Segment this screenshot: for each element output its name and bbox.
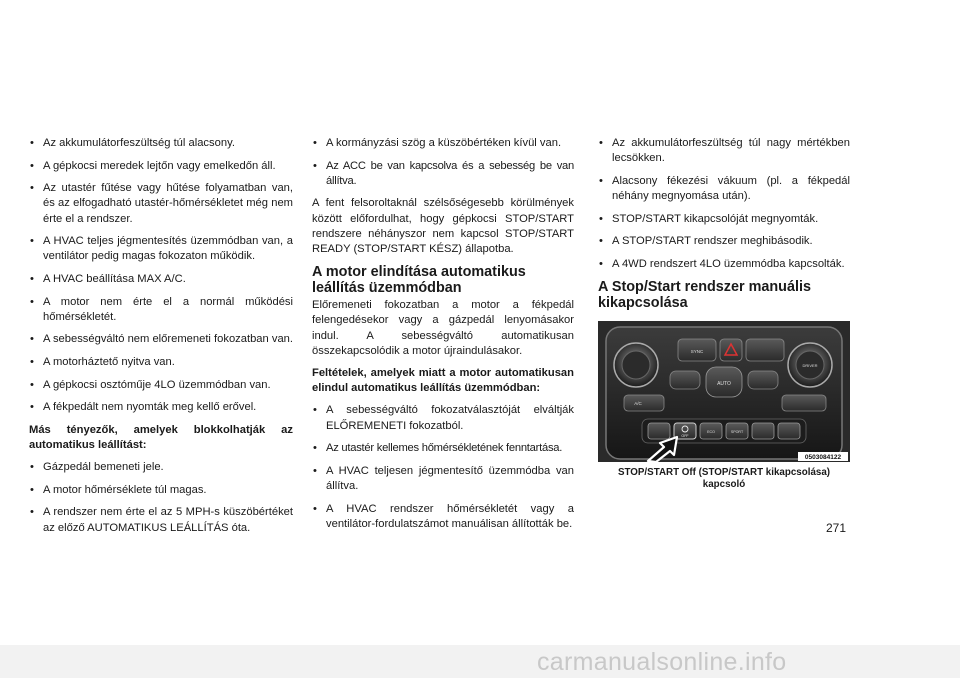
- list-item: • Az utastér fűtése vagy hűtése folyamatban van, és az elfogadható utastér-hőmérsékletet még nem érte el a rendszer.: [29, 181, 293, 227]
- eco-label: ECO: [707, 430, 715, 435]
- conditions-list-1: [29, 136, 293, 415]
- figure-caption: [598, 467, 850, 491]
- driver-label: DRIVER: [802, 363, 818, 369]
- column-middle: [312, 136, 574, 539]
- list-item: • A sebességváltó nem előremeneti fokozatban van.: [29, 332, 293, 347]
- list-item: • A gépkocsi osztóműje 4LO üzemmódban van.: [29, 378, 293, 393]
- caption-line-2: kapcsoló: [702, 479, 746, 491]
- auto-label: AUTO: [717, 381, 731, 388]
- page-number: 271: [826, 521, 847, 535]
- list-item: • A fékpedált nem nyomták meg kellő erővel.: [29, 400, 293, 415]
- caption-line-1: STOP/START Off (STOP/START kikapcsolása): [617, 467, 831, 479]
- paragraph-extreme-conditions: A fent felsoroltaknál szélsőségesebb körülmények között előfordulhat, hogy gépkocsi STOP/START rendszere néhányszor nem kapcsol STOP/START READY (STOP/START KÉSZ) állapotba.: [312, 197, 574, 255]
- list-item: • A STOP/START rendszer meghibásodik.: [598, 234, 850, 249]
- list-item: • Az akkumulátorfeszültség túl nagy mértékben lecsökken.: [598, 136, 850, 166]
- sport-label: SPORT: [730, 430, 744, 435]
- list-item: • Gázpedál bemeneti jele.: [29, 460, 293, 475]
- subheading-auto-start-conditions: Feltételek, amelyek miatt a motor automatikusan elindul automatikus leállítás üzemmódban:: [312, 367, 574, 395]
- conditions-list-4: [312, 403, 574, 532]
- section-heading-engine-start: A motor elindítása automatikus leállítás üzemmódban: [312, 264, 526, 297]
- conditions-list-3: [312, 136, 574, 189]
- list-item: • A HVAC teljesen jégmentesítő üzemmódba van állítva.: [312, 464, 574, 494]
- ac-label: A/C: [634, 401, 642, 407]
- list-item: • STOP/START kikapcsolóját megnyomták.: [598, 212, 850, 227]
- list-item: • A sebességváltó fokozatválasztóját elváltják ELŐREMENETI fokozatból.: [312, 403, 574, 433]
- column-left: [29, 136, 293, 543]
- list-item: • A rendszer nem érte el az 5 MPH-s küszöbértéket az előző AUTOMATIKUS LEÁLLÍTÁS óta.: [29, 505, 293, 535]
- watermark-bar: [0, 645, 960, 678]
- list-item: • A motor hőmérséklete túl magas.: [29, 483, 293, 498]
- stop-start-switch-photo: [598, 321, 850, 462]
- list-item: • Az ACC be van kapcsolva és a sebesség be van állítva.: [312, 159, 574, 189]
- list-item: • A motor nem érte el a normál működési hőmérsékletét.: [29, 295, 293, 325]
- list-item: • Az utastér kellemes hőmérsékletének fenntartása.: [312, 441, 574, 456]
- list-item: • Az akkumulátorfeszültség túl alacsony.: [29, 136, 293, 151]
- sync-label: SYNC: [690, 349, 704, 355]
- climate-control-panel-illustration: [598, 321, 850, 462]
- list-item: • A motorháztető nyitva van.: [29, 355, 293, 370]
- list-item: • A HVAC rendszer hőmérsékletét vagy a ventilátor-fordulatszámot manuálisan állították be.: [312, 502, 574, 532]
- list-item: • A HVAC beállítása MAX A/C.: [29, 272, 293, 287]
- conditions-list-2: [29, 460, 293, 536]
- paragraph-engine-start: Előremeneti fokozatban a motor a fékpedál felengedésekor vagy a gázpedál lenyomásakor indul. A sebességváltó automatikusan összekapcsolódik a motor újraindulásakor.: [312, 299, 574, 357]
- figure-code: 0503084122: [804, 454, 842, 462]
- conditions-list-5: [598, 136, 850, 272]
- subheading-other-factors: Más tényezők, amelyek blokkolhatják az automatikus leállítást:: [29, 423, 293, 451]
- list-item: • A gépkocsi meredek lejtőn vagy emelkedőn áll.: [29, 159, 293, 174]
- watermark-link[interactable]: carmanualsonline.info: [537, 648, 787, 676]
- list-item: • A 4WD rendszert 4LO üzemmódba kapcsolták.: [598, 257, 850, 272]
- section-heading-manual-off: A Stop/Start rendszer manuális kikapcsolása: [598, 279, 811, 312]
- list-item: • A kormányzási szög a küszöbértéken kívül van.: [312, 136, 574, 151]
- list-item: • Alacsony fékezési vákuum (pl. a fékpedál néhány megnyomása után).: [598, 174, 850, 204]
- off-label: OFF: [681, 434, 689, 439]
- column-right: [598, 136, 850, 491]
- list-item: • A HVAC teljes jégmentesítés üzemmódban van, a ventilátor pedig magas fokozaton működik.: [29, 234, 293, 264]
